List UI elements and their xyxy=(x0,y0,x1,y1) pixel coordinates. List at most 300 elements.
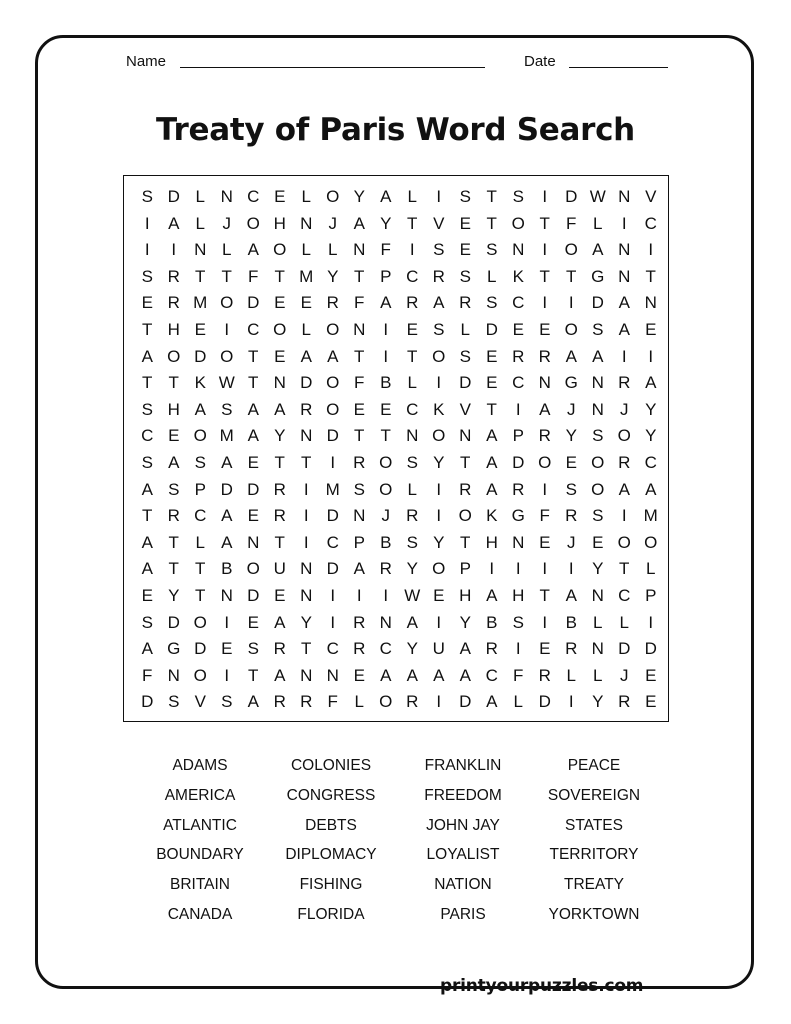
grid-letter[interactable]: O xyxy=(379,692,393,712)
grid-letter[interactable]: D xyxy=(485,320,498,339)
grid-letter[interactable]: A xyxy=(380,293,392,313)
grid-letter[interactable]: S xyxy=(141,612,153,632)
grid-letter[interactable]: J xyxy=(620,399,629,419)
grid-letter[interactable]: S xyxy=(512,187,524,206)
grid-letter[interactable]: R xyxy=(432,266,445,286)
grid-letter[interactable]: O xyxy=(432,346,446,366)
grid-letter[interactable]: P xyxy=(194,479,206,499)
grid-letter[interactable]: I xyxy=(303,506,309,526)
grid-letter[interactable]: R xyxy=(300,399,313,419)
grid-letter[interactable]: T xyxy=(539,266,550,286)
grid-letter[interactable]: K xyxy=(486,506,498,526)
grid-letter[interactable]: N xyxy=(379,612,392,632)
grid-letter[interactable]: T xyxy=(195,586,206,605)
grid-letter[interactable]: A xyxy=(247,426,259,446)
grid-letter[interactable]: L xyxy=(195,187,205,206)
grid-letter[interactable]: E xyxy=(274,586,286,605)
grid-letter[interactable]: C xyxy=(326,639,339,659)
grid-letter[interactable]: R xyxy=(353,453,366,472)
grid-letter[interactable]: T xyxy=(274,453,285,472)
grid-letter[interactable]: S xyxy=(486,240,498,260)
grid-letter[interactable]: N xyxy=(591,399,604,419)
grid-letter[interactable]: S xyxy=(194,453,206,472)
grid-letter[interactable]: T xyxy=(460,453,471,472)
grid-letter[interactable]: I xyxy=(356,586,362,605)
grid-letter[interactable]: O xyxy=(617,426,631,446)
grid-letter[interactable]: W xyxy=(218,373,235,393)
grid-letter[interactable]: I xyxy=(648,346,654,366)
grid-letter[interactable]: A xyxy=(221,453,233,472)
grid-letter[interactable]: O xyxy=(564,320,578,339)
grid-letter[interactable]: N xyxy=(167,665,180,685)
grid-letter[interactable]: O xyxy=(326,399,340,419)
grid-letter[interactable]: V xyxy=(645,187,657,206)
grid-letter[interactable]: Y xyxy=(168,586,180,605)
grid-letter[interactable]: Y xyxy=(565,426,577,446)
grid-letter[interactable]: L xyxy=(407,479,417,499)
grid-letter[interactable]: S xyxy=(221,399,233,419)
grid-letter[interactable]: K xyxy=(194,373,206,393)
grid-letter[interactable]: A xyxy=(565,586,577,605)
grid-letter[interactable]: I xyxy=(621,346,627,366)
grid-letter[interactable]: D xyxy=(326,559,339,579)
grid-letter[interactable]: O xyxy=(591,453,605,472)
grid-letter[interactable]: G xyxy=(511,506,525,526)
grid-letter[interactable]: L xyxy=(593,213,603,233)
grid-letter[interactable]: R xyxy=(406,293,419,313)
grid-letter[interactable]: D xyxy=(300,373,313,393)
grid-letter[interactable]: R xyxy=(565,639,578,659)
grid-letter[interactable]: N xyxy=(459,426,472,446)
grid-letter[interactable]: A xyxy=(486,426,498,446)
grid-letter[interactable]: R xyxy=(273,639,286,659)
grid-letter[interactable]: L xyxy=(301,187,311,206)
grid-letter[interactable]: S xyxy=(592,426,604,446)
grid-letter[interactable]: E xyxy=(168,426,180,446)
grid-letter[interactable]: R xyxy=(459,293,472,313)
grid-letter[interactable]: E xyxy=(645,320,657,339)
grid-letter[interactable]: J xyxy=(222,213,231,233)
grid-letter[interactable]: N xyxy=(512,532,525,552)
grid-letter[interactable]: D xyxy=(194,346,207,366)
grid-letter[interactable]: O xyxy=(220,346,234,366)
grid-letter[interactable]: C xyxy=(247,320,260,339)
grid-letter[interactable]: N xyxy=(591,373,604,393)
grid-letter[interactable]: A xyxy=(141,479,153,499)
grid-letter[interactable]: I xyxy=(303,532,309,552)
grid-letter[interactable]: Y xyxy=(327,266,339,286)
grid-letter[interactable]: I xyxy=(436,506,442,526)
grid-letter[interactable]: T xyxy=(168,532,179,552)
grid-letter[interactable]: K xyxy=(512,266,524,286)
grid-letter[interactable]: S xyxy=(141,266,153,286)
grid-letter[interactable]: A xyxy=(433,665,445,685)
grid-letter[interactable]: B xyxy=(565,612,577,632)
grid-letter[interactable]: O xyxy=(644,532,658,552)
grid-letter[interactable]: S xyxy=(247,639,259,659)
grid-letter[interactable]: C xyxy=(644,453,657,472)
grid-letter[interactable]: L xyxy=(487,266,497,286)
grid-letter[interactable]: J xyxy=(567,399,576,419)
grid-letter[interactable]: E xyxy=(486,373,498,393)
grid-letter[interactable]: T xyxy=(248,373,259,393)
grid-letter[interactable]: O xyxy=(538,453,552,472)
grid-letter[interactable]: E xyxy=(380,399,392,419)
grid-letter[interactable]: U xyxy=(432,639,445,659)
grid-letter[interactable]: N xyxy=(194,240,207,260)
grid-letter[interactable]: J xyxy=(620,665,629,685)
grid-letter[interactable]: N xyxy=(300,559,313,579)
grid-letter[interactable]: R xyxy=(273,692,286,712)
grid-letter[interactable]: Y xyxy=(645,426,657,446)
grid-letter[interactable]: Y xyxy=(300,612,312,632)
grid-letter[interactable]: C xyxy=(141,426,154,446)
grid-letter[interactable]: I xyxy=(303,479,309,499)
grid-letter[interactable]: U xyxy=(273,559,286,579)
grid-letter[interactable]: E xyxy=(353,665,365,685)
grid-letter[interactable]: T xyxy=(486,187,497,206)
grid-letter[interactable]: C xyxy=(247,187,260,206)
grid-letter[interactable]: Y xyxy=(645,399,657,419)
grid-letter[interactable]: E xyxy=(274,293,286,313)
grid-letter[interactable]: S xyxy=(221,692,233,712)
grid-letter[interactable]: Y xyxy=(592,692,604,712)
grid-letter[interactable]: O xyxy=(458,506,472,526)
grid-letter[interactable]: R xyxy=(512,346,525,366)
grid-letter[interactable]: T xyxy=(380,426,391,446)
grid-letter[interactable]: R xyxy=(379,559,392,579)
grid-letter[interactable]: N xyxy=(618,266,631,286)
grid-letter[interactable]: P xyxy=(512,426,524,446)
grid-letter[interactable]: V xyxy=(194,692,206,712)
grid-letter[interactable]: N xyxy=(220,187,233,206)
grid-letter[interactable]: I xyxy=(330,453,336,472)
grid-letter[interactable]: A xyxy=(380,187,392,206)
grid-letter[interactable]: A xyxy=(380,665,392,685)
grid-letter[interactable]: R xyxy=(273,479,286,499)
grid-letter[interactable]: O xyxy=(193,665,207,685)
grid-letter[interactable]: T xyxy=(539,213,550,233)
grid-letter[interactable]: S xyxy=(168,692,180,712)
grid-letter[interactable]: E xyxy=(565,453,577,472)
grid-letter[interactable]: D xyxy=(141,692,154,712)
grid-letter[interactable]: R xyxy=(618,692,631,712)
grid-letter[interactable]: I xyxy=(542,479,548,499)
grid-letter[interactable]: A xyxy=(353,559,365,579)
grid-letter[interactable]: E xyxy=(274,346,286,366)
grid-letter[interactable]: E xyxy=(141,586,153,605)
grid-letter[interactable]: M xyxy=(219,426,234,446)
grid-letter[interactable]: I xyxy=(330,586,336,605)
grid-letter[interactable]: L xyxy=(222,240,232,260)
date-field-line[interactable] xyxy=(569,67,668,68)
grid-letter[interactable]: A xyxy=(168,213,180,233)
grid-letter[interactable]: N xyxy=(353,240,366,260)
grid-letter[interactable]: T xyxy=(460,532,471,552)
grid-letter[interactable]: S xyxy=(592,320,604,339)
grid-letter[interactable]: N xyxy=(300,213,313,233)
grid-letter[interactable]: I xyxy=(224,612,230,632)
grid-letter[interactable]: D xyxy=(618,639,631,659)
grid-letter[interactable]: I xyxy=(383,346,389,366)
grid-letter[interactable]: I xyxy=(224,320,230,339)
grid-letter[interactable]: I xyxy=(568,559,574,579)
grid-letter[interactable]: H xyxy=(167,320,180,339)
grid-letter[interactable]: F xyxy=(513,665,524,685)
grid-letter[interactable]: T xyxy=(142,320,153,339)
grid-letter[interactable]: T xyxy=(645,266,656,286)
grid-letter[interactable]: H xyxy=(273,213,286,233)
grid-letter[interactable]: F xyxy=(539,506,550,526)
grid-letter[interactable]: G xyxy=(564,373,578,393)
grid-letter[interactable]: I xyxy=(409,240,415,260)
grid-letter[interactable]: R xyxy=(273,506,286,526)
grid-letter[interactable]: O xyxy=(432,559,446,579)
grid-letter[interactable]: L xyxy=(566,665,576,685)
grid-letter[interactable]: N xyxy=(273,373,286,393)
grid-letter[interactable]: I xyxy=(144,240,150,260)
grid-letter[interactable]: N xyxy=(353,320,366,339)
grid-letter[interactable]: J xyxy=(328,213,337,233)
grid-letter[interactable]: S xyxy=(512,612,524,632)
grid-letter[interactable]: A xyxy=(221,506,233,526)
grid-letter[interactable]: D xyxy=(167,612,180,632)
grid-letter[interactable]: B xyxy=(486,612,498,632)
grid-letter[interactable]: S xyxy=(406,532,418,552)
grid-letter[interactable]: S xyxy=(433,240,445,260)
grid-letter[interactable]: R xyxy=(538,665,551,685)
grid-letter[interactable]: E xyxy=(539,532,551,552)
grid-letter[interactable]: T xyxy=(486,399,497,419)
grid-letter[interactable]: O xyxy=(379,479,393,499)
grid-letter[interactable]: M xyxy=(643,506,658,526)
grid-letter[interactable]: L xyxy=(407,187,417,206)
grid-letter[interactable]: Y xyxy=(274,426,286,446)
grid-letter[interactable]: S xyxy=(141,399,153,419)
grid-letter[interactable]: P xyxy=(353,532,365,552)
grid-letter[interactable]: I xyxy=(515,399,521,419)
grid-letter[interactable]: A xyxy=(274,665,286,685)
grid-letter[interactable]: V xyxy=(433,213,445,233)
grid-letter[interactable]: L xyxy=(407,373,417,393)
grid-letter[interactable]: W xyxy=(404,586,421,605)
grid-letter[interactable]: E xyxy=(539,639,551,659)
grid-letter[interactable]: T xyxy=(354,346,365,366)
grid-letter[interactable]: E xyxy=(221,639,233,659)
grid-letter[interactable]: A xyxy=(645,373,657,393)
grid-letter[interactable]: E xyxy=(486,346,498,366)
grid-letter[interactable]: C xyxy=(512,293,525,313)
grid-letter[interactable]: O xyxy=(193,426,207,446)
grid-letter[interactable]: M xyxy=(299,266,314,286)
grid-letter[interactable]: L xyxy=(195,532,205,552)
grid-letter[interactable]: N xyxy=(644,293,657,313)
grid-letter[interactable]: I xyxy=(171,240,177,260)
grid-letter[interactable]: D xyxy=(220,479,233,499)
grid-letter[interactable]: D xyxy=(538,692,551,712)
grid-letter[interactable]: O xyxy=(591,479,605,499)
grid-letter[interactable]: O xyxy=(379,453,393,472)
grid-letter[interactable]: A xyxy=(486,453,498,472)
grid-letter[interactable]: L xyxy=(593,665,603,685)
grid-letter[interactable]: I xyxy=(436,479,442,499)
grid-letter[interactable]: O xyxy=(432,426,446,446)
grid-letter[interactable]: S xyxy=(406,453,418,472)
grid-letter[interactable]: R xyxy=(565,506,578,526)
grid-letter[interactable]: H xyxy=(485,532,498,552)
grid-letter[interactable]: N xyxy=(220,586,233,605)
grid-letter[interactable]: A xyxy=(141,346,153,366)
grid-letter[interactable]: L xyxy=(301,240,311,260)
grid-letter[interactable]: T xyxy=(566,266,577,286)
grid-letter[interactable]: A xyxy=(327,346,339,366)
grid-letter[interactable]: F xyxy=(354,373,365,393)
grid-letter[interactable]: L xyxy=(593,612,603,632)
grid-letter[interactable]: F xyxy=(380,240,391,260)
grid-letter[interactable]: E xyxy=(247,612,259,632)
grid-letter[interactable]: T xyxy=(619,559,630,579)
grid-letter[interactable]: C xyxy=(485,665,498,685)
grid-letter[interactable]: A xyxy=(141,639,153,659)
grid-letter[interactable]: T xyxy=(354,266,365,286)
grid-letter[interactable]: D xyxy=(644,639,657,659)
grid-letter[interactable]: P xyxy=(645,586,657,605)
grid-letter[interactable]: T xyxy=(248,665,259,685)
grid-letter[interactable]: E xyxy=(247,506,259,526)
grid-letter[interactable]: T xyxy=(407,213,418,233)
grid-letter[interactable]: D xyxy=(326,426,339,446)
grid-letter[interactable]: E xyxy=(247,453,259,472)
grid-letter[interactable]: N xyxy=(538,373,551,393)
grid-letter[interactable]: I xyxy=(436,373,442,393)
grid-letter[interactable]: H xyxy=(459,586,472,605)
grid-letter[interactable]: S xyxy=(486,293,498,313)
grid-letter[interactable]: O xyxy=(564,240,578,260)
grid-letter[interactable]: T xyxy=(274,532,285,552)
grid-letter[interactable]: T xyxy=(301,639,312,659)
grid-letter[interactable]: O xyxy=(326,320,340,339)
grid-letter[interactable]: I xyxy=(144,213,150,233)
name-field-line[interactable] xyxy=(180,67,485,68)
grid-letter[interactable]: E xyxy=(645,692,657,712)
grid-letter[interactable]: A xyxy=(618,479,630,499)
grid-letter[interactable]: Y xyxy=(433,532,445,552)
grid-letter[interactable]: M xyxy=(325,479,340,499)
grid-letter[interactable]: L xyxy=(513,692,523,712)
grid-letter[interactable]: S xyxy=(459,187,471,206)
grid-letter[interactable]: N xyxy=(326,665,339,685)
grid-letter[interactable]: R xyxy=(300,692,313,712)
grid-letter[interactable]: D xyxy=(459,692,472,712)
grid-letter[interactable]: E xyxy=(406,320,418,339)
grid-letter[interactable]: R xyxy=(167,266,180,286)
grid-letter[interactable]: I xyxy=(621,213,627,233)
grid-letter[interactable]: R xyxy=(326,293,339,313)
grid-letter[interactable]: L xyxy=(354,692,364,712)
grid-letter[interactable]: N xyxy=(512,240,525,260)
grid-letter[interactable]: A xyxy=(645,479,657,499)
grid-letter[interactable]: T xyxy=(168,559,179,579)
grid-letter[interactable]: D xyxy=(326,506,339,526)
grid-letter[interactable]: L xyxy=(301,320,311,339)
grid-letter[interactable]: E xyxy=(300,293,312,313)
grid-letter[interactable]: N xyxy=(591,586,604,605)
grid-letter[interactable]: Y xyxy=(592,559,604,579)
grid-letter[interactable]: B xyxy=(380,373,392,393)
grid-letter[interactable]: D xyxy=(247,479,260,499)
grid-letter[interactable]: R xyxy=(618,453,631,472)
grid-letter[interactable]: T xyxy=(274,266,285,286)
grid-letter[interactable]: Y xyxy=(353,187,365,206)
grid-letter[interactable]: T xyxy=(168,373,179,393)
grid-letter[interactable]: A xyxy=(247,692,259,712)
grid-letter[interactable]: A xyxy=(300,346,312,366)
grid-letter[interactable]: F xyxy=(248,266,259,286)
grid-letter[interactable]: N xyxy=(591,639,604,659)
grid-letter[interactable]: R xyxy=(538,346,551,366)
grid-letter[interactable]: R xyxy=(618,373,631,393)
grid-letter[interactable]: V xyxy=(459,399,471,419)
grid-letter[interactable]: F xyxy=(566,213,577,233)
grid-letter[interactable]: T xyxy=(407,346,418,366)
grid-letter[interactable]: C xyxy=(618,586,631,605)
grid-letter[interactable]: A xyxy=(486,692,498,712)
grid-letter[interactable]: O xyxy=(511,213,525,233)
grid-letter[interactable]: E xyxy=(353,399,365,419)
grid-letter[interactable]: Y xyxy=(406,639,418,659)
grid-letter[interactable]: T xyxy=(221,266,232,286)
grid-letter[interactable]: T xyxy=(539,586,550,605)
grid-letter[interactable]: E xyxy=(141,293,153,313)
grid-letter[interactable]: O xyxy=(617,532,631,552)
grid-letter[interactable]: I xyxy=(542,559,548,579)
grid-letter[interactable]: L xyxy=(619,612,629,632)
grid-letter[interactable]: A xyxy=(247,399,259,419)
grid-letter[interactable]: I xyxy=(542,240,548,260)
grid-letter[interactable]: E xyxy=(459,213,471,233)
grid-letter[interactable]: T xyxy=(248,346,259,366)
grid-letter[interactable]: T xyxy=(195,266,206,286)
grid-letter[interactable]: C xyxy=(644,213,657,233)
grid-letter[interactable]: E xyxy=(645,665,657,685)
grid-letter[interactable]: F xyxy=(354,293,365,313)
grid-letter[interactable]: R xyxy=(459,479,472,499)
grid-letter[interactable]: R xyxy=(167,293,180,313)
grid-letter[interactable]: D xyxy=(167,187,180,206)
grid-letter[interactable]: A xyxy=(618,320,630,339)
grid-letter[interactable]: R xyxy=(353,639,366,659)
grid-letter[interactable]: Y xyxy=(406,559,418,579)
grid-letter[interactable]: Y xyxy=(380,213,392,233)
grid-letter[interactable]: A xyxy=(486,586,498,605)
grid-letter[interactable]: I xyxy=(568,293,574,313)
grid-letter[interactable]: O xyxy=(246,213,260,233)
grid-letter[interactable]: S xyxy=(459,266,471,286)
grid-letter[interactable]: N xyxy=(247,532,260,552)
grid-letter[interactable]: R xyxy=(538,426,551,446)
grid-letter[interactable]: A xyxy=(274,399,286,419)
grid-letter[interactable]: T xyxy=(142,373,153,393)
grid-letter[interactable]: H xyxy=(167,399,180,419)
grid-letter[interactable]: I xyxy=(436,187,442,206)
grid-letter[interactable]: O xyxy=(273,320,287,339)
grid-letter[interactable]: S xyxy=(433,320,445,339)
grid-letter[interactable]: F xyxy=(142,665,153,685)
grid-letter[interactable]: D xyxy=(459,373,472,393)
grid-letter[interactable]: E xyxy=(194,320,206,339)
grid-letter[interactable]: I xyxy=(621,506,627,526)
grid-letter[interactable]: N xyxy=(300,586,313,605)
